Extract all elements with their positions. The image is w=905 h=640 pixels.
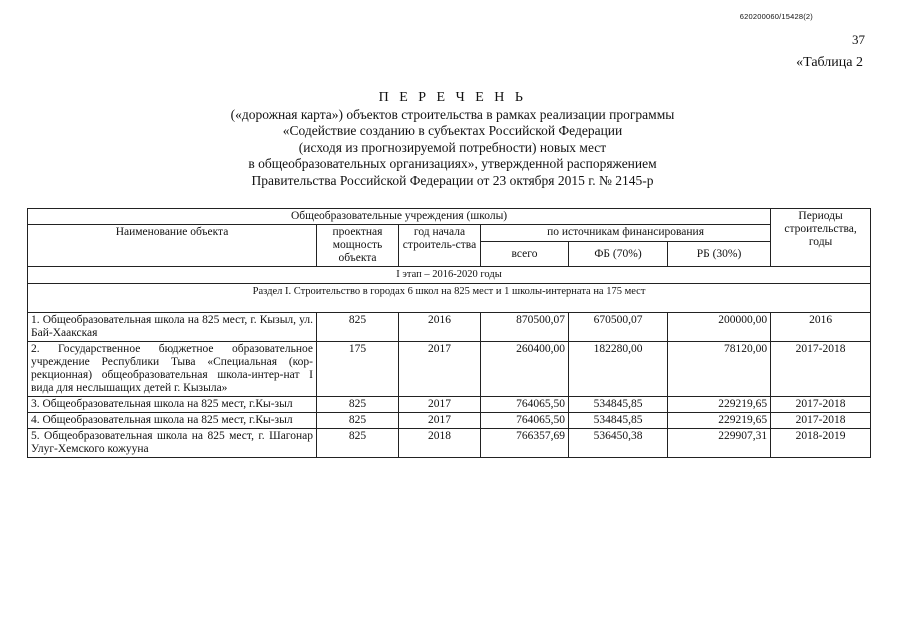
title-line: («дорожная карта») объектов строительства в рамках реализации программы [230, 106, 675, 122]
object-name: 4. Общеобразовательная школа на 825 мест, г.Кы-зыл [28, 413, 317, 429]
object-rb: 200000,00 [668, 313, 771, 342]
object-start-year: 2018 [399, 429, 481, 458]
header-fb: ФБ (70%) [569, 242, 668, 267]
title-line: в общеобразовательных организациях», утвержденной распоряжением [248, 156, 657, 172]
stage-row [28, 267, 871, 284]
table-label: «Таблица 2 [796, 55, 863, 70]
header-row-columns [28, 225, 871, 242]
header-capacity: проектная мощность объекта [317, 225, 399, 267]
page-number: 37 [852, 32, 865, 47]
object-rb: 229907,31 [668, 429, 771, 458]
title-heading: П Е Р Е Ч Е Н Ь [378, 90, 527, 105]
object-capacity: 825 [317, 313, 399, 342]
object-period: 2017-2018 [771, 342, 871, 397]
object-rb: 78120,00 [668, 342, 771, 397]
section-row [28, 284, 871, 313]
object-total: 764065,50 [481, 397, 569, 413]
header-total: всего [481, 242, 569, 267]
object-fb: 534845,85 [569, 397, 668, 413]
header-group: Общеобразовательные учреждения (школы) [28, 209, 771, 225]
title-block [0, 90, 905, 190]
object-name: 5. Общеобразовательная школа на 825 мест, г. Шагонар Улуг-Хемского кожууна [28, 429, 317, 458]
header-rb: РБ (30%) [668, 242, 771, 267]
object-fb: 534845,85 [569, 413, 668, 429]
object-capacity: 175 [317, 342, 399, 397]
object-total: 766357,69 [481, 429, 569, 458]
object-rb: 229219,65 [668, 413, 771, 429]
object-fb: 536450,38 [569, 429, 668, 458]
object-capacity: 825 [317, 413, 399, 429]
object-period: 2018-2019 [771, 429, 871, 458]
object-start-year: 2017 [399, 413, 481, 429]
section-label: Раздел I. Строительство в городах 6 школ на 825 мест и 1 школы-интерната на 175 мест [28, 284, 871, 313]
table-row [28, 429, 871, 458]
object-start-year: 2017 [399, 397, 481, 413]
table-row [28, 342, 871, 397]
object-name: 1. Общеобразовательная школа на 825 мест, г. Кызыл, ул. Бай-Хаакская [28, 313, 317, 342]
header-row-group [28, 209, 871, 225]
table-row [28, 397, 871, 413]
object-fb: 182280,00 [569, 342, 668, 397]
object-rb: 229219,65 [668, 397, 771, 413]
object-start-year: 2016 [399, 313, 481, 342]
header-name: Наименование объекта [28, 225, 317, 267]
object-period: 2017-2018 [771, 397, 871, 413]
object-period: 2017-2018 [771, 413, 871, 429]
document-code: 620200060/15428(2) [739, 12, 813, 21]
object-start-year: 2017 [399, 342, 481, 397]
header-funding: по источникам финансирования [481, 225, 771, 242]
title-line: (исходя из прогнозируемой потребности) новых мест [298, 139, 607, 155]
object-name: 3. Общеобразовательная школа на 825 мест, г.Кы-зыл [28, 397, 317, 413]
object-fb: 670500,07 [569, 313, 668, 342]
header-periods: Периоды строительства, годы [771, 209, 871, 267]
table-row [28, 313, 871, 342]
object-name: 2. Государственное бюджетное образовательное учреждение Республики Тыва «Специальная (кор-рекционная) общеобразовательная школа-интер-нат I вида для неслышащих детей г. Кызыла» [28, 342, 317, 397]
objects-table [27, 208, 871, 458]
object-total: 870500,07 [481, 313, 569, 342]
header-start-year: год начала строитель-ства [399, 225, 481, 267]
object-period: 2016 [771, 313, 871, 342]
object-capacity: 825 [317, 429, 399, 458]
stage-label: I этап – 2016-2020 годы [28, 267, 871, 284]
object-total: 260400,00 [481, 342, 569, 397]
title-line: «Содействие созданию в субъектах Российской Федерации [282, 123, 623, 139]
object-total: 764065,50 [481, 413, 569, 429]
table-row [28, 413, 871, 429]
object-capacity: 825 [317, 397, 399, 413]
title-line: Правительства Российской Федерации от 23 октября 2015 г. № 2145-р [251, 172, 654, 188]
